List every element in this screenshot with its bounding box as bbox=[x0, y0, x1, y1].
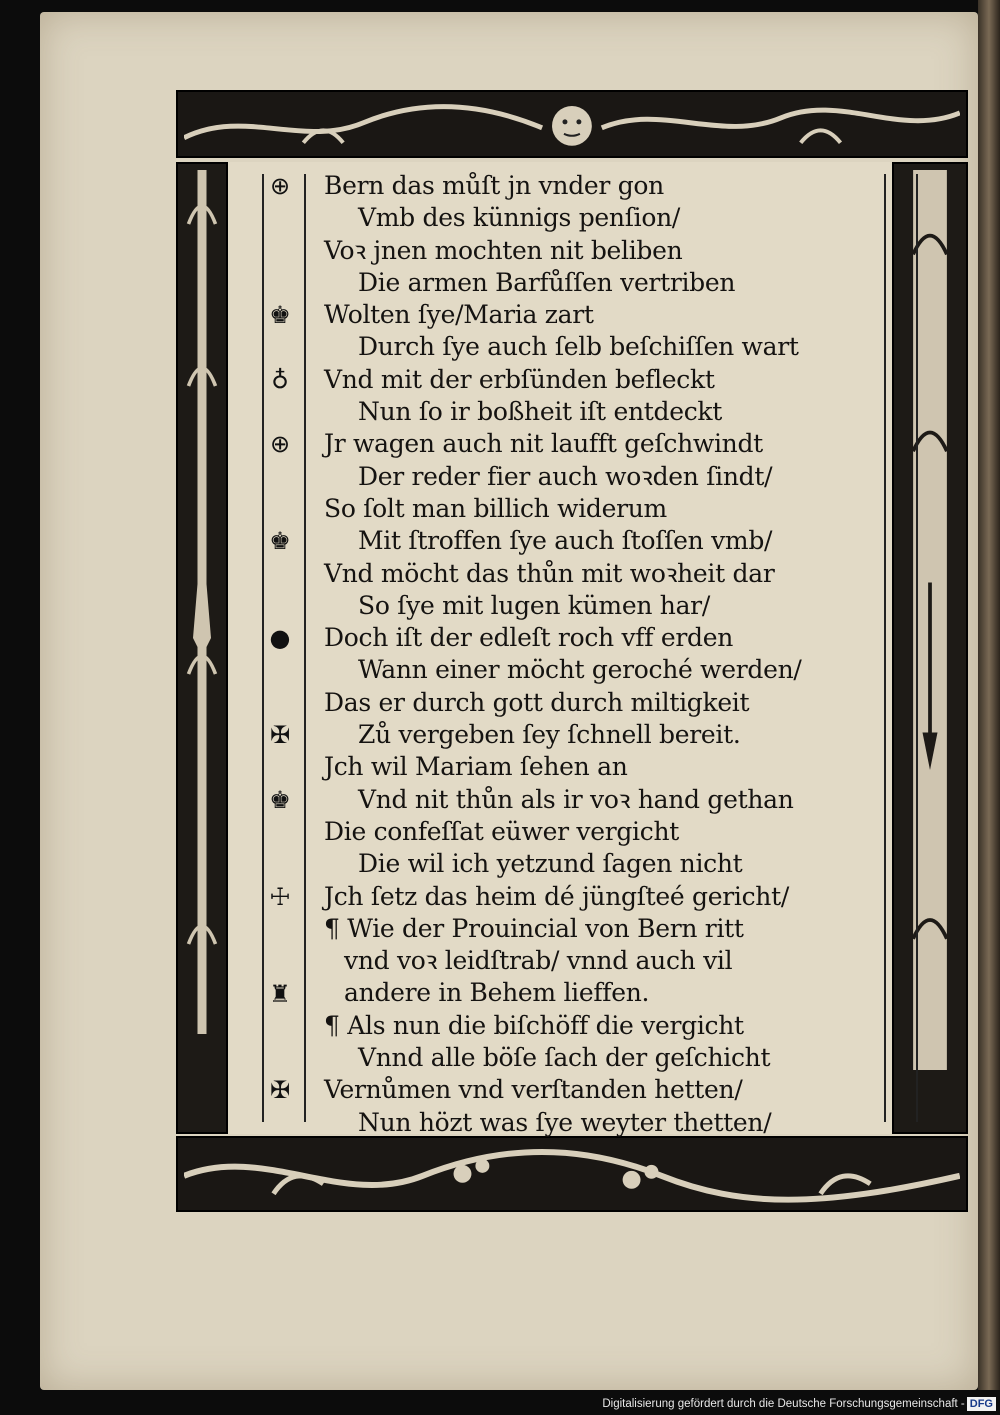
credit-text: Digitalisierung gefördert durch die Deutsche Forschungsgemeinschaft - bbox=[602, 1398, 965, 1410]
bottom-vine-ornament bbox=[184, 1144, 960, 1208]
marginal-symbol-icon: ⊕ bbox=[269, 172, 291, 200]
verse-line: Nun ſo ir boßheit iſt entdeckt bbox=[358, 397, 722, 427]
left-ornament-column bbox=[176, 162, 228, 1134]
verse-line: Vernůmen vnd verſtanden hetten/ bbox=[324, 1075, 743, 1105]
digitization-credit bbox=[600, 1396, 996, 1412]
verse-line: vnd voꝛ leidſtrab/ vnnd auch vil bbox=[344, 946, 733, 976]
marginal-symbols bbox=[228, 162, 291, 1134]
verse-line: So ſolt man billich widerum bbox=[324, 493, 667, 523]
verse-line: Mit ſtroffen ſye auch ſtoſſen vmb/ bbox=[358, 526, 773, 556]
verse-line: Vnd nit thůn als ir voꝛ hand gethan bbox=[358, 784, 794, 814]
marginal-symbol-icon: ♁ bbox=[271, 365, 289, 394]
right-ornament-column bbox=[892, 162, 968, 1134]
dfg-logo: DFG bbox=[967, 1397, 996, 1411]
verse-line: Die armen Barfůſſen vertriben bbox=[358, 267, 736, 297]
marginal-symbol-icon: ☩ bbox=[269, 882, 291, 911]
marginal-symbol-icon: ♜ bbox=[269, 979, 291, 1008]
verse-line: Der reder fier auch woꝛden ſindt/ bbox=[358, 461, 773, 491]
bottom-ornament-border bbox=[176, 1136, 968, 1212]
verse-line: Bern das můſt jn vnder gon bbox=[324, 171, 664, 200]
verse-line: Nun hözt was ſye weyter thetten/ bbox=[358, 1107, 772, 1137]
verse-line: Vnnd alle böſe ſach der geſchicht bbox=[358, 1043, 771, 1073]
book-spine-edge bbox=[978, 0, 1000, 1390]
verse-line: Vnd mit der erbſünden befleckt bbox=[324, 364, 715, 394]
verse-line: Jr wagen auch nit laufft geſchwindt bbox=[324, 429, 763, 459]
verse-line: andere in Behem lieffen. bbox=[344, 978, 650, 1008]
verse-line: Durch ſye auch ſelb beſchiſſen wart bbox=[358, 332, 799, 362]
marginal-symbol-icon: ♚ bbox=[269, 527, 291, 556]
marginal-symbol-icon: ⊕ bbox=[269, 430, 291, 459]
verse-line: Jch ſetz das heim dé jüngſteé gericht/ bbox=[324, 881, 789, 911]
marginal-symbol-icon: ✠ bbox=[269, 721, 291, 750]
verse-line: Wann einer möcht geroché werden/ bbox=[358, 655, 802, 685]
top-vine-ornament bbox=[184, 98, 960, 154]
top-ornament-border bbox=[176, 90, 968, 158]
marginal-symbol-icon: ● bbox=[269, 624, 291, 653]
verse-line: ¶ Als nun die biſchöff die vergicht bbox=[324, 1010, 744, 1040]
left-column-ornament bbox=[184, 170, 220, 1034]
marginal-symbol-icon: ✠ bbox=[269, 1076, 291, 1105]
verse-line: ¶ Wie der Prouincial von Bern ritt bbox=[324, 913, 744, 943]
right-outer-rule bbox=[916, 174, 918, 1122]
woodcut-frame bbox=[176, 90, 968, 1212]
verse-line: Die confeſſat eüwer vergicht bbox=[324, 816, 679, 846]
inner-margin-rule bbox=[304, 174, 306, 1122]
verse-line: Voꝛ jnen mochten nit beliben bbox=[324, 235, 683, 265]
verse-lines bbox=[324, 170, 864, 1139]
verse-line: Zů vergeben ſey ſchnell bereit. bbox=[358, 720, 741, 750]
verse-line: Die wil ich yetzund ſagen nicht bbox=[358, 849, 743, 879]
verse-line: Doch iſt der edleſt roch vff erden bbox=[324, 623, 733, 653]
verse-line: Vnd möcht das thůn mit woꝛheit dar bbox=[324, 558, 775, 588]
marginal-symbol-icon: ♚ bbox=[269, 301, 291, 330]
verse-line: Vmb des künnigs penſion/ bbox=[358, 203, 681, 233]
marginal-symbol-icon: ♚ bbox=[269, 785, 291, 814]
verse-line: So ſye mit lugen kümen har/ bbox=[358, 590, 710, 620]
verse-line: Wolten ſye/Maria zart bbox=[324, 300, 594, 330]
verse-line: Jch wil Mariam ſehen an bbox=[324, 752, 628, 782]
right-column-ornament bbox=[900, 170, 960, 1070]
verse-line: Das er durch gott durch miltigkeit bbox=[324, 687, 750, 717]
right-margin-rule bbox=[884, 174, 886, 1122]
text-block bbox=[228, 162, 892, 1137]
